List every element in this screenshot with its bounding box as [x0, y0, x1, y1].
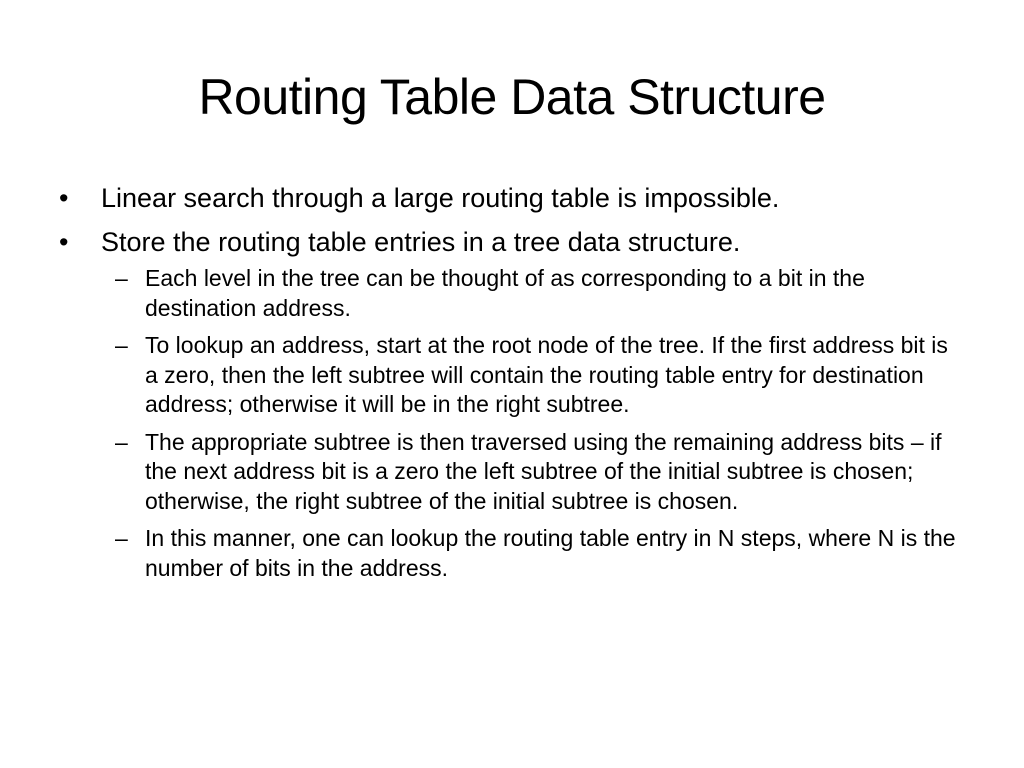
- sub-bullet-text: In this manner, one can lookup the routing table entry in N steps, where N is the number of bits in the address.: [145, 525, 956, 581]
- bullet-marker: •: [59, 183, 69, 213]
- sub-bullet-list: [101, 264, 975, 583]
- sub-bullet-text: Each level in the tree can be thought of as corresponding to a bit in the destination address.: [145, 265, 865, 321]
- sub-bullet-marker: –: [115, 332, 128, 358]
- sub-bullet-item: [101, 428, 965, 517]
- sub-bullet-marker: –: [115, 265, 128, 291]
- sub-bullet-text: To lookup an address, start at the root node of the tree. If the first address bit is a zero, then the left subtree will contain the routing table entry for destination address; otherwise it will be in the right subtree.: [145, 332, 948, 417]
- bullet-text: Linear search through a large routing table is impossible.: [101, 183, 780, 213]
- bullet-item: [55, 180, 975, 216]
- sub-bullet-item: [101, 264, 965, 323]
- sub-bullet-marker: –: [115, 525, 128, 551]
- sub-bullet-item: [101, 331, 965, 420]
- sub-bullet-item: [101, 524, 965, 583]
- bullet-text: Store the routing table entries in a tree data structure.: [101, 227, 741, 257]
- bullet-list: [55, 180, 975, 591]
- slide-title: Routing Table Data Structure: [198, 69, 826, 125]
- bullet-item: [55, 224, 975, 583]
- bullet-marker: •: [59, 227, 69, 257]
- sub-bullet-marker: –: [115, 428, 128, 455]
- sub-bullet-text: The appropriate subtree is then traversed using the remaining address bits – if the next address bit is a zero the left subtree of the initial subtree is chosen; otherwise, the right subtree of the initial subtree is chosen.: [145, 428, 942, 514]
